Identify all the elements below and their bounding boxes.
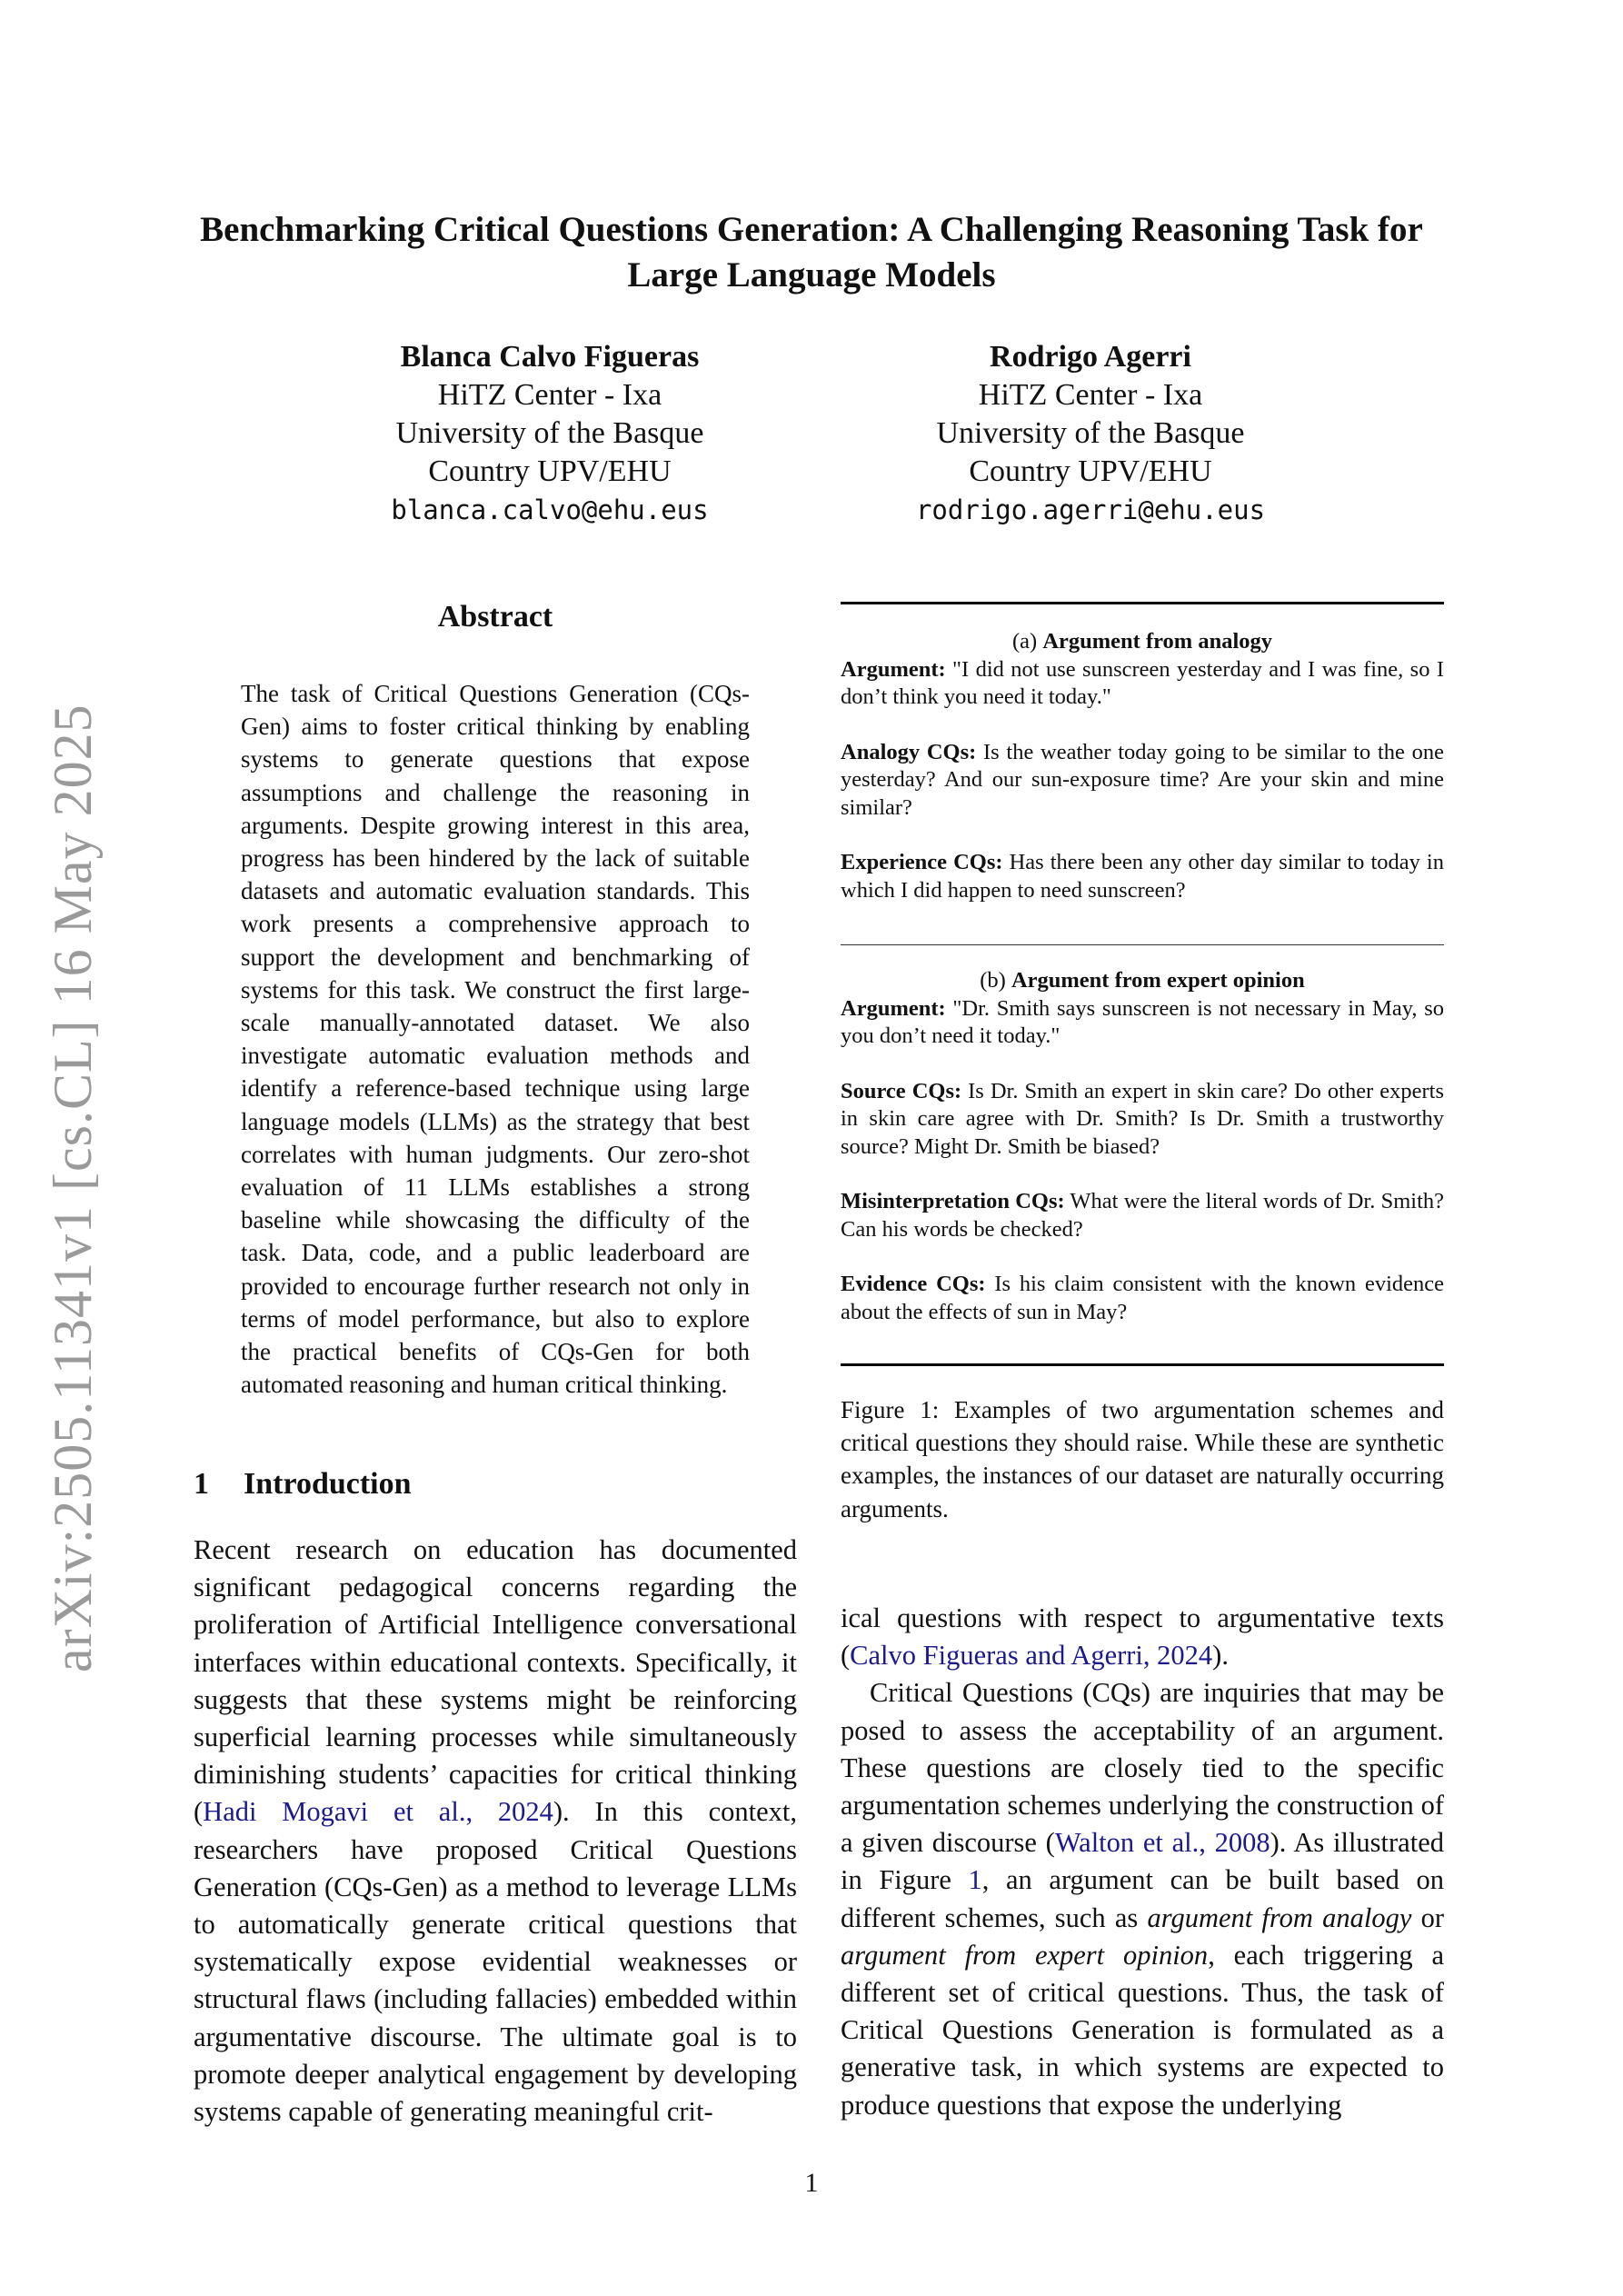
author-block-1 <box>314 338 786 529</box>
panel-caption: (a) Argument from analogy <box>1011 629 1273 654</box>
body-text: ). In this context, researchers have proposed Critical Questions Generation (CQs-Gen) as a method to leverage LLMs to automatically generate critical questions that systematically expose evidential weaknesses or structural flaws (including fallacies) embedded within argumentative discourse. The ultimate goal is to promote deeper analytical engagement by developing systems capable of generating meaningful crit- <box>194 1796 797 2128</box>
body-paragraph: ical questions with respect to argumentative texts (Calvo Figueras and Agerri, 2024). <box>841 1602 1444 1672</box>
author-email[interactable]: blanca.calvo@ehu.eus <box>391 494 709 525</box>
author-affiliation: Country UPV/EHU <box>428 454 672 488</box>
author-affiliation: University of the Basque <box>395 416 704 450</box>
paper-title: Benchmarking Critical Questions Generation: A Challenging Reasoning Task for Large Language Models <box>200 210 1423 294</box>
author-affiliation: Country UPV/EHU <box>969 454 1212 488</box>
citation-link[interactable]: Walton et al., 2008 <box>1054 1827 1270 1859</box>
critical-questions-misinterpretation: Misinterpretation CQs: What were the literal words of Dr. Smith? Can his words be checked? <box>841 1189 1444 1242</box>
critical-questions-experience: Experience CQs: Has there been any other day similar to today in which I did happen to need sunscreen? <box>841 850 1444 903</box>
citation-link[interactable]: Calvo Figueras and Agerri, 2024 <box>850 1640 1213 1672</box>
abstract-heading: Abstract <box>437 600 553 634</box>
body-paragraph: Critical Questions (CQs) are inquiries that may be posed to assess the acceptability of an argument. These questions are closely tied to the specific argumentation schemes underlying the construction of a given discourse (Walton et al., 2008). As illustrated in Figure 1, an argument can be built based on different schemes, such as argument from analogy or argument from expert opinion, each triggering a different set of critical questions. Thus, the task of Critical Questions Generation is formulated as a generative task, in which systems are expected to produce questions that expose the underlying <box>841 1677 1445 2121</box>
critical-questions-analogy: Analogy CQs: Is the weather today going to be similar to the one yesterday? And our sun-exposure time? Are your skin and mine similar? <box>841 739 1444 820</box>
page-number: 1 <box>804 2168 819 2198</box>
author-block-2 <box>854 338 1327 529</box>
author-name: Blanca Calvo Figueras <box>400 340 700 374</box>
critical-questions-evidence: Evidence CQs: Is his claim consistent with the known evidence about the effects of sun in May? <box>841 1272 1445 1324</box>
critical-questions-source: Source CQs: Is Dr. Smith an expert in skin care? Do other experts in skin care agree with Dr. Smith? Is Dr. Smith a trustworthy source? Might Dr. Smith be biased? <box>841 1078 1445 1159</box>
section-title: Introduction <box>244 1467 412 1501</box>
introduction-paragraph <box>194 1532 797 2131</box>
panel-caption: (b) Argument from expert opinion <box>980 968 1305 993</box>
author-name: Rodrigo Agerri <box>990 340 1191 374</box>
figure-bottom-rule <box>841 1363 1444 1366</box>
figure-panel-a <box>841 628 1444 904</box>
figure-divider-rule <box>841 944 1444 945</box>
right-column-text <box>841 1600 1444 2124</box>
figure-reference-link[interactable]: 1 <box>968 1864 982 1896</box>
paper-title-block <box>182 207 1441 298</box>
figure-top-rule <box>841 602 1444 604</box>
author-affiliation: University of the Basque <box>936 416 1245 450</box>
argument-text: Argument: "I did not use sunscreen yesterday and I was fine, so I don’t think you need it today." <box>841 656 1444 709</box>
citation-link[interactable]: Hadi Mogavi et al., 2024 <box>203 1796 553 1828</box>
body-text: Recent research on education has documented significant pedagogical concerns regarding the proliferation of Artificial Intelligence conversational interfaces within educational contexts. Specifically, it suggests that these systems might be reinforcing superficial learning processes while simultaneously diminishing students’ capacities for critical thinking ( <box>194 1534 797 1828</box>
section-number: 1 <box>194 1467 209 1501</box>
abstract-text: The task of Critical Questions Generation (CQs-Gen) aims to foster critical thinking by enabling systems to generate questions that expose assumptions and challenge the reasoning in arguments. Despite growing interest in this area, progress has been hindered by the lack of suitable datasets and automatic evaluation standards. This work presents a comprehensive approach to support the development and benchmarking of systems for this task. We construct the first large-scale manually-annotated dataset. We also investigate automatic evaluation methods and identify a reference-based technique using large language models (LLMs) as the strategy that best correlates with human judgments. Our zero-shot evaluation of 11 LLMs establishes a strong baseline while showcasing the difficulty of the task. Data, code, and a public leaderboard are provided to encourage further research not only in terms of model performance, but also to explore the practical benefits of CQs-Gen for both automated reasoning and human critical thinking. <box>241 680 750 1399</box>
figure-caption: Figure 1: Examples of two argumentation schemes and critical questions they should raise. While these are synthetic examples, the instances of our dataset are naturally occurring arguments. <box>841 1396 1444 1522</box>
author-affiliation: HiTZ Center - Ixa <box>978 378 1203 412</box>
author-affiliation: HiTZ Center - Ixa <box>437 378 662 412</box>
arxiv-identifier-stamp: arXiv:2505.11341v1 [cs.CL] 16 May 2025 <box>43 704 103 1672</box>
author-email[interactable]: rodrigo.agerri@ehu.eus <box>915 494 1266 525</box>
figure-panel-b <box>841 967 1444 1326</box>
argument-text: Argument: "Dr. Smith says sunscreen is not necessary in May, so you don’t need it today." <box>841 995 1444 1048</box>
section-heading-introduction <box>194 1467 797 1502</box>
